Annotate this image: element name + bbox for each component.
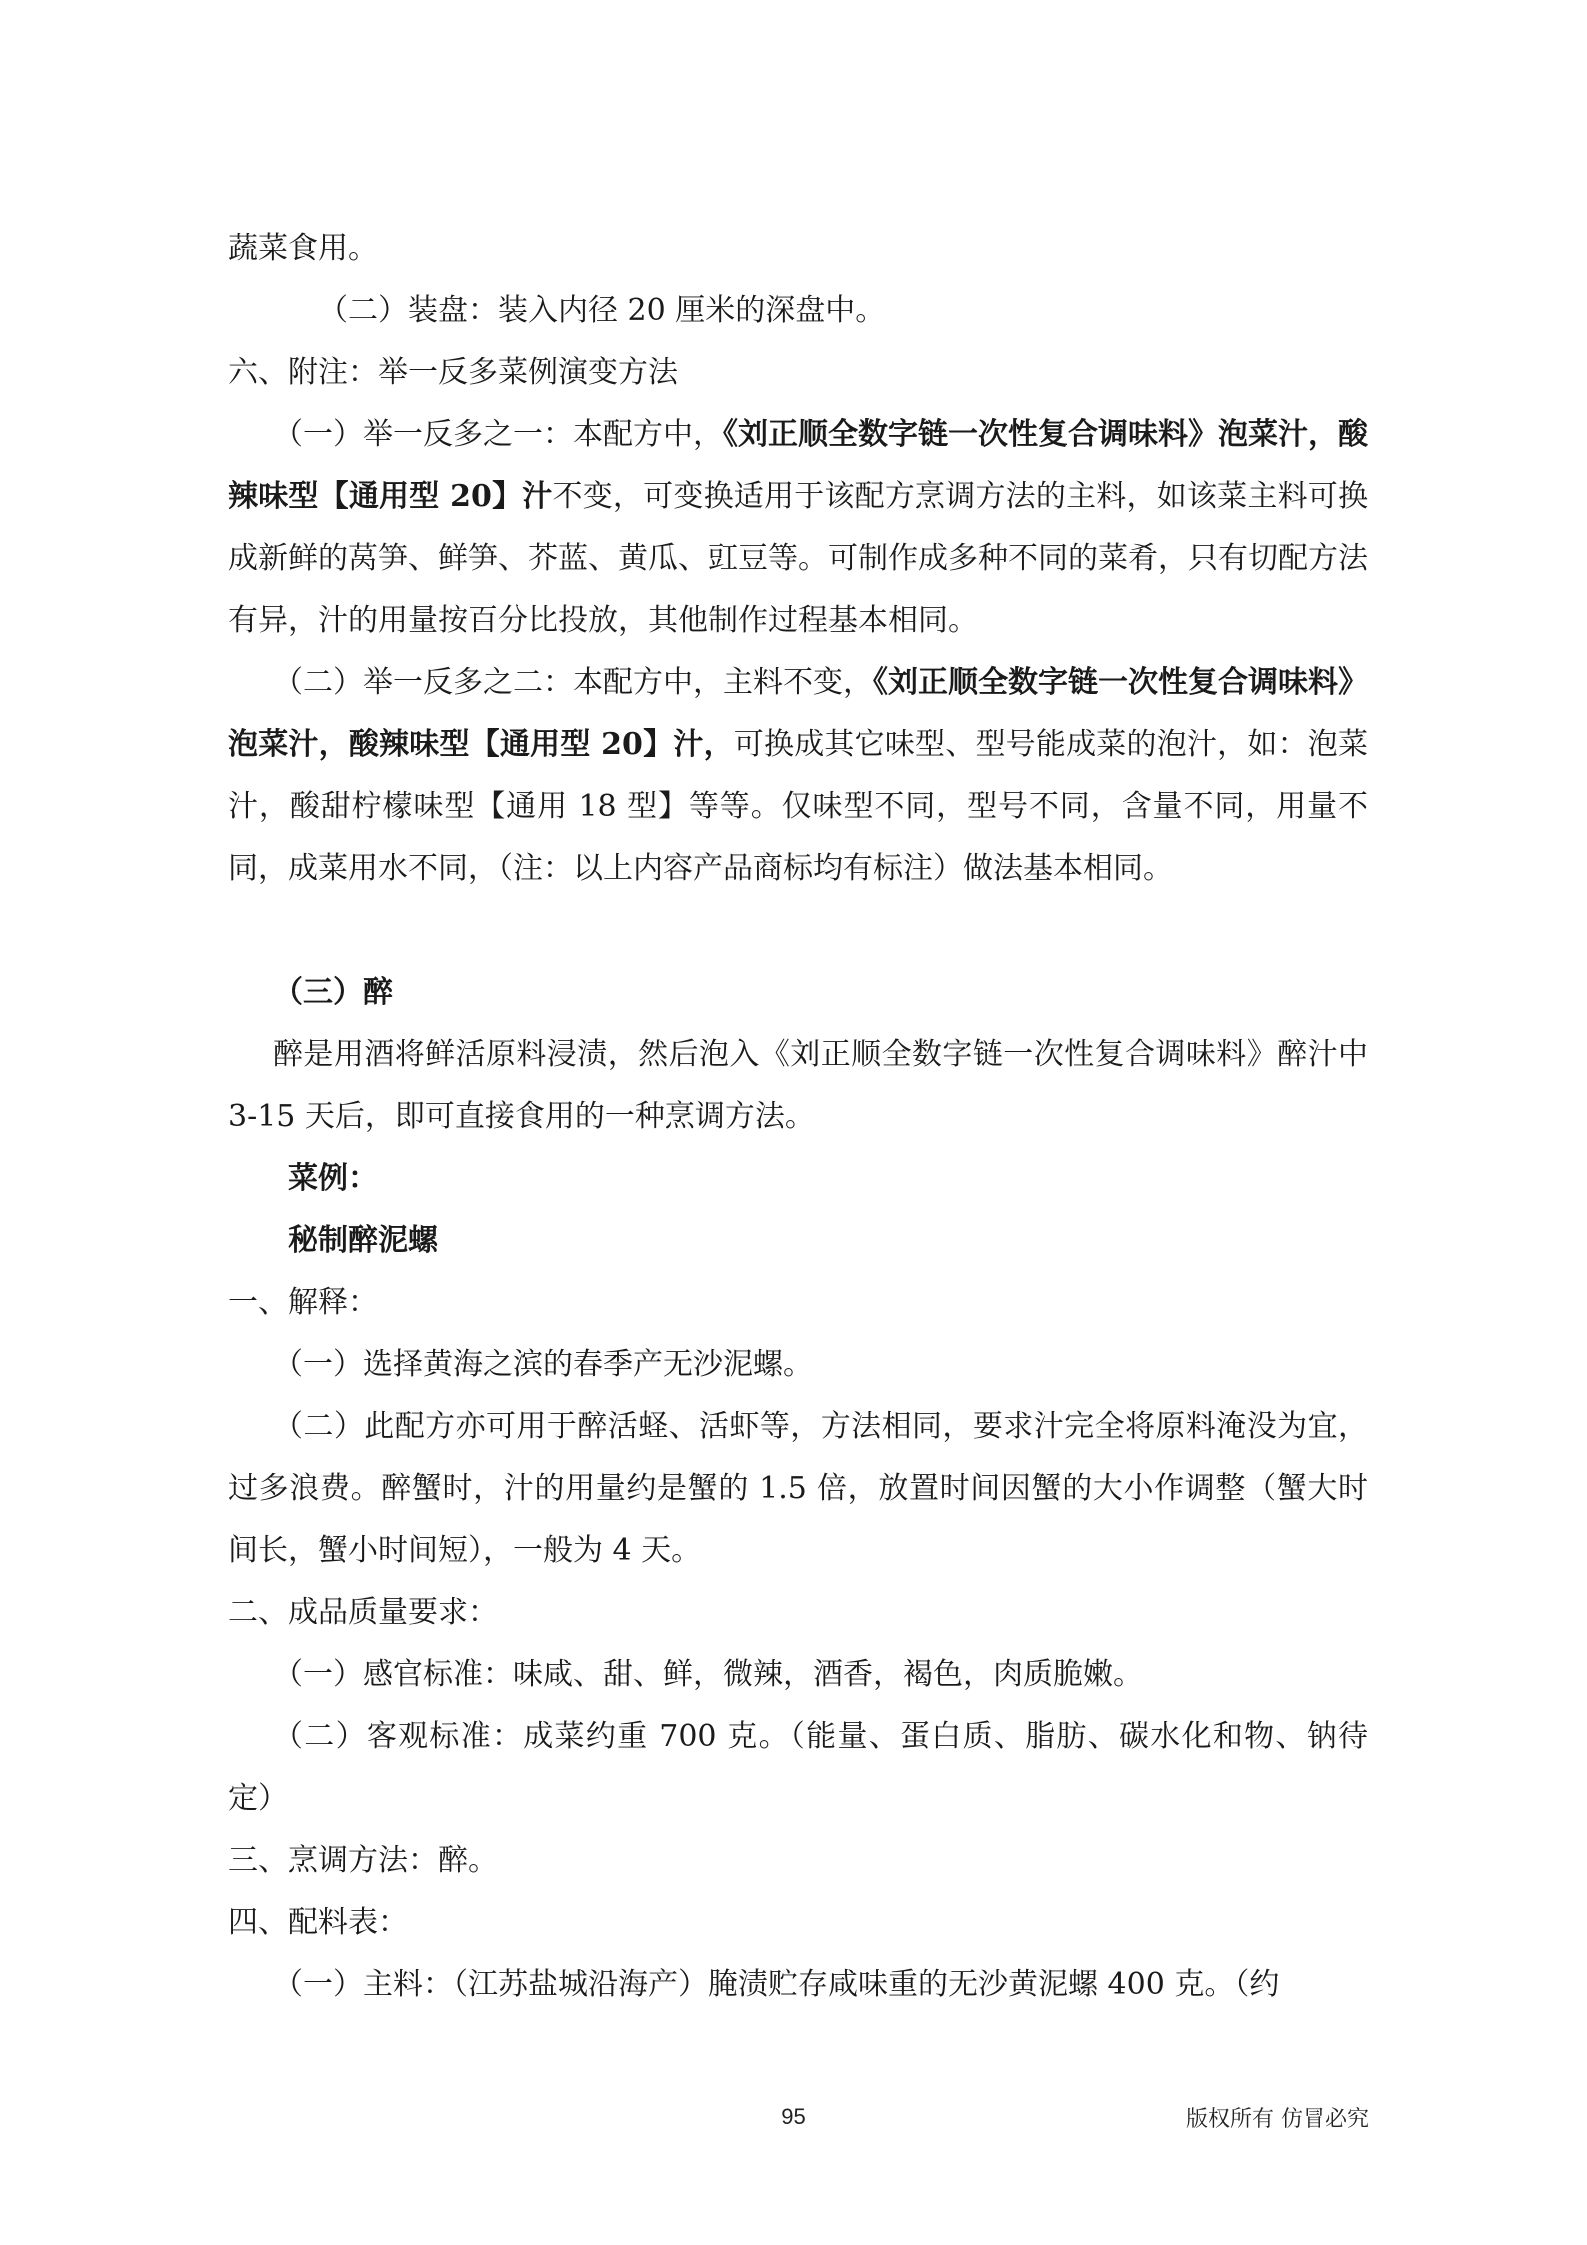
section-heading: 三、烹调方法：醉。 bbox=[228, 1843, 498, 1878]
paragraph bbox=[228, 652, 1368, 900]
paragraph bbox=[228, 404, 1368, 652]
paragraph-text: （二）举一反多之二：本配方中，主料不变， bbox=[273, 665, 873, 700]
section-heading: 六、附注：举一反多菜例演变方法 bbox=[228, 355, 678, 390]
section-heading: 二、成品质量要求： bbox=[228, 1595, 498, 1630]
paragraph: （一）选择黄海之滨的春季产无沙泥螺。 bbox=[273, 1347, 813, 1382]
paragraph-text: 可换成其它味型、型号能成菜的泡汁，如：泡菜汁，酸甜柠檬味型【通用 18 型】等等。仅味型不同，型号不同，含量不同，用量不同，成菜用水不同，（注：以上内容产品商标均有标注）做法基本相同。 bbox=[228, 727, 1368, 886]
spacer bbox=[228, 900, 1368, 962]
paragraph: 醉是用酒将鲜活原料浸渍，然后泡入《刘正顺全数字链一次性复合调味料》醉汁中 3-15 天后，即可直接食用的一种烹调方法。 bbox=[228, 1037, 1368, 1134]
subsection-title: （三）醉 bbox=[273, 975, 393, 1010]
paragraph: （一）主料：（江苏盐城沿海产）腌渍贮存咸味重的无沙黄泥螺 400 克。（约 bbox=[273, 1967, 1280, 2002]
dish-title: 秘制醉泥螺 bbox=[288, 1223, 438, 1258]
paragraph: （二）客观标准：成菜约重 700 克。（能量、蛋白质、脂肪、碳水化和物、钠待定） bbox=[228, 1719, 1368, 1816]
paragraph-text: 不变，可变换适用于该配方烹调方法的主料，如该菜主料可换成新鲜的莴笋、鲜笋、芥蓝、黄瓜、豇豆等。可制作成多种不同的菜肴，只有切配方法有异，汁的用量按百分比投放，其他制作过程基本相同。 bbox=[228, 479, 1368, 638]
example-label: 菜例： bbox=[288, 1161, 378, 1196]
section-heading: 四、配料表： bbox=[228, 1905, 408, 1940]
paragraph: （一）感官标准：味咸、甜、鲜，微辣，酒香，褐色，肉质脆嫩。 bbox=[273, 1657, 1143, 1692]
paragraph: （二）此配方亦可用于醉活蛏、活虾等，方法相同，要求汁完全将原料淹没为宜，过多浪费。醉蟹时，汁的用量约是蟹的 1.5 倍，放置时间因蟹的大小作调整（蟹大时间长，蟹小时间短），一般为 4 天。 bbox=[228, 1409, 1368, 1568]
copyright-notice: 版权所有 仿冒必究 bbox=[1186, 2107, 1369, 2132]
section-heading: 一、解释： bbox=[228, 1285, 378, 1320]
page-number: 95 bbox=[781, 2104, 806, 2129]
paragraph-text: （一）举一反多之一：本配方中， bbox=[273, 417, 723, 452]
paragraph: 蔬菜食用。 bbox=[228, 231, 378, 266]
paragraph: （二）装盘：装入内径 20 厘米的深盘中。 bbox=[318, 293, 886, 328]
bold-text: 《刘正顺全数字链一次性复合调味料》泡菜汁，酸辣味型【通用型 20】汁 bbox=[228, 417, 1368, 514]
document-body bbox=[228, 218, 1368, 2016]
bold-text: 《刘正顺全数字链一次性复合调味料》泡菜汁，酸辣味型【通用型 20】汁， bbox=[228, 665, 1368, 762]
